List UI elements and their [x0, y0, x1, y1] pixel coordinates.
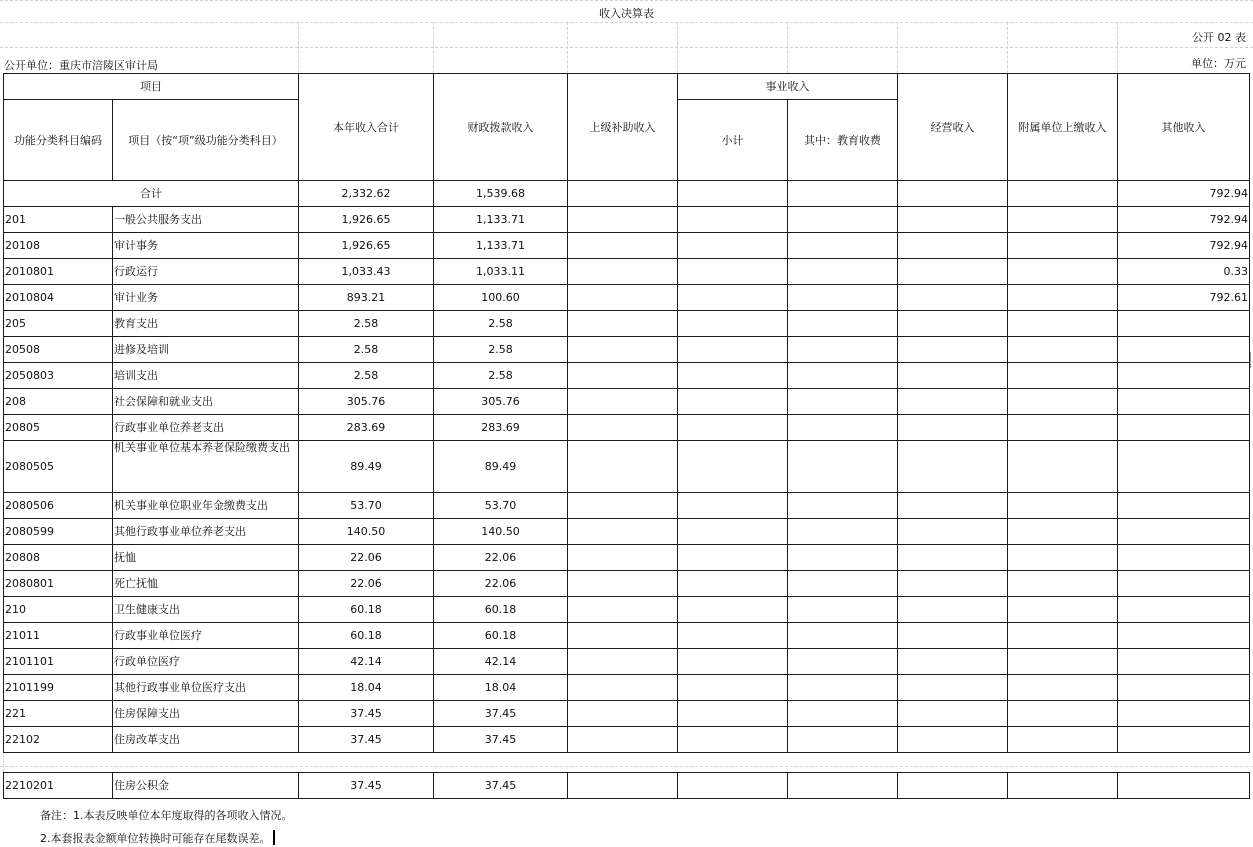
row-other [1118, 493, 1250, 519]
table-row [4, 649, 1250, 675]
table-row [4, 233, 1250, 259]
row-code: 208 [4, 389, 113, 415]
report-title: 收入决算表 [599, 7, 654, 20]
row-other [1118, 415, 1250, 441]
row-total: 60.18 [299, 623, 434, 649]
row-other: 792.61 [1118, 285, 1250, 311]
table-row [4, 773, 1250, 799]
row-fiscal: 53.70 [434, 493, 568, 519]
table-row [4, 389, 1250, 415]
row-name: 行政事业单位养老支出 [113, 415, 299, 441]
total-label: 合计 [4, 181, 299, 207]
table-row [4, 571, 1250, 597]
row-other [1118, 649, 1250, 675]
row-total: 893.21 [299, 285, 434, 311]
row-fiscal: 37.45 [434, 701, 568, 727]
total-row [4, 181, 1250, 207]
header-affiliate: 附属单位上缴收入 [1008, 74, 1118, 181]
row-total: 305.76 [299, 389, 434, 415]
row-name: 死亡抚恤 [113, 571, 299, 597]
row-code: 2080599 [4, 519, 113, 545]
header-business: 经营收入 [898, 74, 1008, 181]
currency-unit: 单位：万元 [1191, 57, 1246, 70]
row-total: 42.14 [299, 649, 434, 675]
row-code: 21011 [4, 623, 113, 649]
table-row [4, 701, 1250, 727]
row-total: 283.69 [299, 415, 434, 441]
table-row [4, 441, 1250, 493]
table-row [4, 675, 1250, 701]
row-other [1118, 363, 1250, 389]
row-fiscal: 89.49 [434, 441, 568, 493]
row-name: 审计事务 [113, 233, 299, 259]
row-code: 20805 [4, 415, 113, 441]
row-name: 行政事业单位医疗 [113, 623, 299, 649]
row-total: 60.18 [299, 597, 434, 623]
note-1: 备注：1.本表反映单位本年度取得的各项收入情况。 [40, 809, 293, 822]
row-fiscal: 2.58 [434, 363, 568, 389]
row-code: 2080505 [4, 441, 113, 493]
row-code: 2101101 [4, 649, 113, 675]
row-other [1118, 597, 1250, 623]
row-total: 37.45 [299, 701, 434, 727]
row-total: 2.58 [299, 337, 434, 363]
total-other: 792.94 [1118, 181, 1250, 207]
row-other [1118, 727, 1250, 753]
row-fiscal: 42.14 [434, 649, 568, 675]
row-fiscal: 2.58 [434, 337, 568, 363]
header-other: 其他收入 [1118, 74, 1250, 181]
row-code: 20808 [4, 545, 113, 571]
row-code: 210 [4, 597, 113, 623]
table-row [4, 623, 1250, 649]
row-name: 机关事业单位职业年金缴费支出 [113, 493, 299, 519]
table-row [4, 259, 1250, 285]
row-other [1118, 675, 1250, 701]
row-fiscal: 1,133.71 [434, 233, 568, 259]
row-name: 机关事业单位基本养老保险缴费支出 [113, 441, 299, 493]
table-row [4, 311, 1250, 337]
row-other [1118, 441, 1250, 493]
income-table [3, 73, 1250, 753]
row-other [1118, 623, 1250, 649]
header-total: 本年收入合计 [299, 74, 434, 181]
row-total: 37.45 [299, 773, 434, 799]
total-fiscal: 1,539.68 [434, 181, 568, 207]
row-other [1118, 773, 1250, 799]
row-code: 2210201 [4, 773, 113, 799]
row-code: 2080801 [4, 571, 113, 597]
row-name: 教育支出 [113, 311, 299, 337]
row-fiscal: 283.69 [434, 415, 568, 441]
form-code: 公开 02 表 [1192, 31, 1246, 44]
row-name: 卫生健康支出 [113, 597, 299, 623]
row-name: 住房保障支出 [113, 701, 299, 727]
row-other: 0.33 [1118, 259, 1250, 285]
row-fiscal: 100.60 [434, 285, 568, 311]
row-code: 20108 [4, 233, 113, 259]
row-code: 22102 [4, 727, 113, 753]
row-other: 792.94 [1118, 233, 1250, 259]
row-name: 培训支出 [113, 363, 299, 389]
header-career-edu: 其中：教育收费 [788, 100, 898, 181]
row-other: 792.94 [1118, 207, 1250, 233]
row-name: 其他行政事业单位养老支出 [113, 519, 299, 545]
row-code: 20508 [4, 337, 113, 363]
row-name: 社会保障和就业支出 [113, 389, 299, 415]
row-other [1118, 519, 1250, 545]
row-total: 37.45 [299, 727, 434, 753]
note-2-line [40, 830, 275, 846]
row-total: 22.06 [299, 571, 434, 597]
row-code: 221 [4, 701, 113, 727]
table-row [4, 337, 1250, 363]
row-total: 1,033.43 [299, 259, 434, 285]
row-name: 一般公共服务支出 [113, 207, 299, 233]
reporting-unit: 公开单位：重庆市涪陵区审计局 [4, 59, 158, 72]
header-project: 项目 [4, 74, 299, 100]
row-fiscal: 22.06 [434, 571, 568, 597]
header-career: 事业收入 [678, 74, 898, 100]
table-row [4, 363, 1250, 389]
table-row [4, 519, 1250, 545]
row-fiscal: 1,133.71 [434, 207, 568, 233]
row-fiscal: 2.58 [434, 311, 568, 337]
row-name: 进修及培训 [113, 337, 299, 363]
row-code: 201 [4, 207, 113, 233]
row-total: 89.49 [299, 441, 434, 493]
row-name: 其他行政事业单位医疗支出 [113, 675, 299, 701]
table-row [4, 285, 1250, 311]
table-row [4, 545, 1250, 571]
row-fiscal: 37.45 [434, 727, 568, 753]
row-fiscal: 1,033.11 [434, 259, 568, 285]
row-name: 住房公积金 [113, 773, 299, 799]
row-code: 205 [4, 311, 113, 337]
row-total: 140.50 [299, 519, 434, 545]
row-total: 2.58 [299, 363, 434, 389]
row-name: 行政单位医疗 [113, 649, 299, 675]
header-func-code: 功能分类科目编码 [4, 100, 113, 181]
row-fiscal: 22.06 [434, 545, 568, 571]
row-code: 2080506 [4, 493, 113, 519]
row-code: 2010801 [4, 259, 113, 285]
row-name: 行政运行 [113, 259, 299, 285]
row-code: 2010804 [4, 285, 113, 311]
row-name: 抚恤 [113, 545, 299, 571]
total-amount: 2,332.62 [299, 181, 434, 207]
row-other [1118, 701, 1250, 727]
row-total: 53.70 [299, 493, 434, 519]
row-code: 2101199 [4, 675, 113, 701]
text-cursor [273, 830, 275, 845]
table-row [4, 727, 1250, 753]
row-fiscal: 18.04 [434, 675, 568, 701]
table-row [4, 207, 1250, 233]
row-total: 2.58 [299, 311, 434, 337]
row-total: 22.06 [299, 545, 434, 571]
header-func-name: 项目（按“项”级功能分类科目） [113, 100, 299, 181]
row-fiscal: 60.18 [434, 623, 568, 649]
row-fiscal: 60.18 [434, 597, 568, 623]
header-superior: 上级补助收入 [568, 74, 678, 181]
row-total: 1,926.65 [299, 207, 434, 233]
row-code: 2050803 [4, 363, 113, 389]
row-fiscal: 305.76 [434, 389, 568, 415]
row-other [1118, 545, 1250, 571]
row-other [1118, 389, 1250, 415]
row-name: 住房改革支出 [113, 727, 299, 753]
row-total: 1,926.65 [299, 233, 434, 259]
row-fiscal: 37.45 [434, 773, 568, 799]
income-table-continued [3, 772, 1250, 799]
row-other [1118, 571, 1250, 597]
table-row [4, 493, 1250, 519]
header-career-subtotal: 小计 [678, 100, 788, 181]
row-fiscal: 140.50 [434, 519, 568, 545]
header-fiscal: 财政拨款收入 [434, 74, 568, 181]
note-2: 2.本套报表金额单位转换时可能存在尾数误差。 [40, 832, 271, 845]
row-total: 18.04 [299, 675, 434, 701]
table-row [4, 597, 1250, 623]
row-other [1118, 311, 1250, 337]
table-row [4, 415, 1250, 441]
row-name: 审计业务 [113, 285, 299, 311]
row-other [1118, 337, 1250, 363]
